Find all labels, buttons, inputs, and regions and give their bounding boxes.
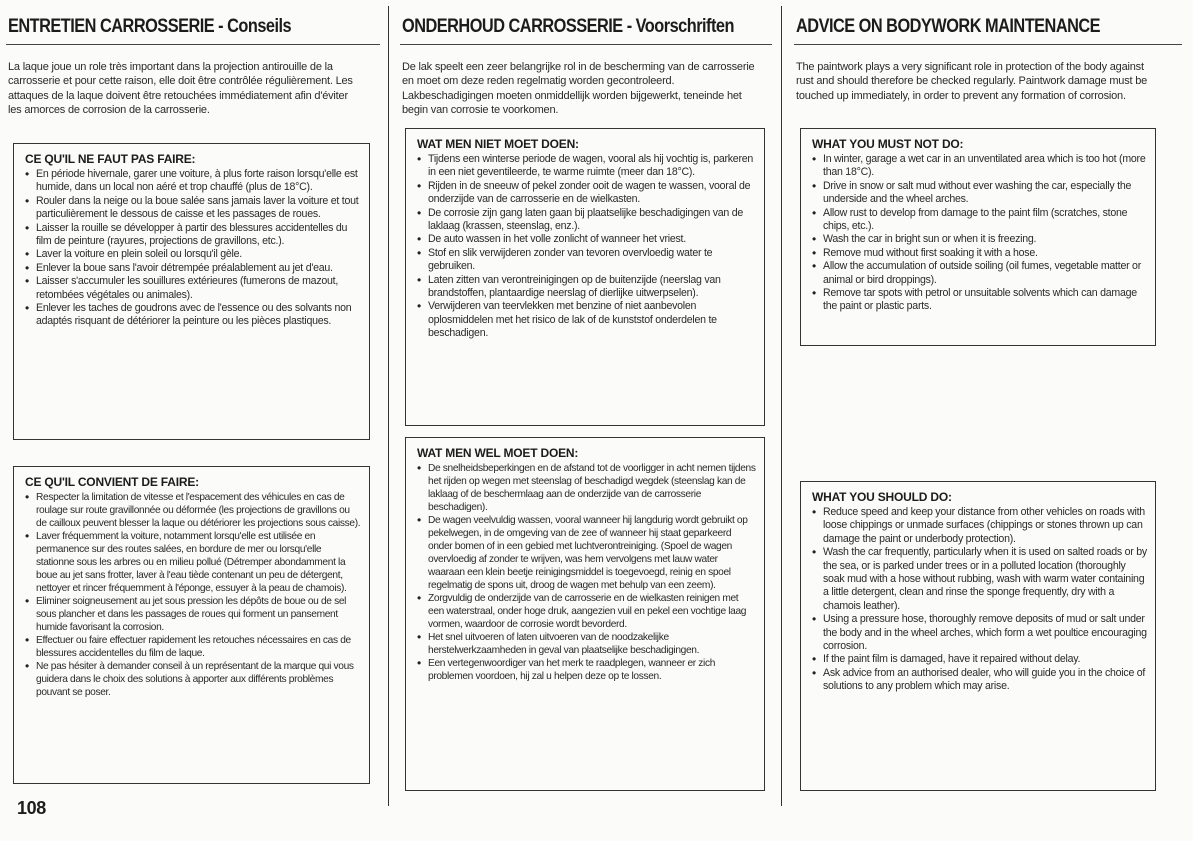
list-item: • Enlever les taches de goudrons avec de l'essence ou des solvants non adaptés risquant de détériorer la peinture ou les pièces plastiques. [25, 302, 361, 329]
do-list [25, 491, 361, 699]
list-item: • Remove tar spots with petrol or unsuitable solvents which can damage the paint or plastic parts. [812, 287, 1147, 314]
column-divider [781, 6, 782, 806]
dont-heading: WHAT YOU MUST NOT DO: [812, 137, 964, 151]
intro-paragraph: De lak speelt een zeer belangrijke rol in de bescherming van de carrosserie en moet om deze reden regelmatig worden gecontroleerd. Lakbeschadigingen moeten onmiddellijk worden bijgewerkt, teneinde het begin van corrosie te voorkomen. [402, 61, 755, 116]
do-list [417, 462, 756, 683]
list-item: • Effectuer ou faire effectuer rapidement les retouches nécessaires en cas de blessures accidentelles du film de laque. [25, 634, 361, 660]
intro-paragraph: La laque joue un role très important dans la projection antirouille de la carrosserie et pour cette raison, elle doit être contrôlée régulièrement. Les attaques de la laque doivent être retouchées immédiatement afin d'éviter les amorces de corrosion de la carrosserie. [8, 61, 353, 116]
list-item: • Laten zitten van verontreinigingen op de buitenzijde (neerslag van brandstoffen, plantaardige neerslag of dierlijke uitwerpselen). [417, 274, 756, 301]
list-item: • If the paint film is damaged, have it repaired without delay. [812, 653, 1147, 666]
list-item: • Stof en slik verwijderen zonder van tevoren overvloedig water te gebruiken. [417, 247, 756, 274]
page-number: 108 [17, 798, 46, 818]
dont-heading: CE QU'IL NE FAUT PAS FAIRE: [25, 152, 196, 166]
dont-box [405, 128, 765, 426]
list-item: • Wash the car in bright sun or when it is freezing. [812, 233, 1147, 246]
dont-list [25, 168, 361, 329]
section-title: ENTRETIEN CARROSSERIE - Conseils [8, 16, 292, 37]
do-box [13, 466, 370, 784]
list-item: • Rouler dans la neige ou la boue salée sans jamais laver la voiture et tout particulièrement le dessous de caisse et les passages de roues. [25, 195, 361, 222]
title-rule [794, 44, 1182, 45]
list-item: • Rijden in de sneeuw of pekel zonder ooit de wagen te wassen, vooral de onderzijde van de carrosserie en de wielkasten. [417, 180, 756, 207]
intro-paragraph: The paintwork plays a very significant role in protection of the body against rust and should therefore be checked regularly. Paintwork damage must be touched up immediately, in order to prevent any formation of corrosion. [796, 61, 1148, 102]
list-item: • Using a pressure hose, thoroughly remove deposits of mud or salt under the body and in the wheel arches, which form a wet poultice encouraging corrosion. [812, 613, 1147, 653]
section-title: ONDERHOUD CARROSSERIE - Voorschriften [402, 16, 734, 37]
list-item: • Enlever la boue sans l'avoir détrempée préalablement au jet d'eau. [25, 262, 361, 275]
list-item: • Laver la voiture en plein soleil ou lorsqu'il gèle. [25, 248, 361, 261]
list-item: • Remove mud without first soaking it with a hose. [812, 247, 1147, 260]
list-item: • De snelheidsbeperkingen en de afstand tot de voorligger in acht nemen tijdens het rijden op wegen met steenslag of beschadigd wegdek (steenslag kan de laklaag of de beschermlaag aan de onderzijde van de carrosserie beschadigen). [417, 462, 756, 514]
list-item: • Zorgvuldig de onderzijde van de carrosserie en de wielkasten reinigen met een waterstraal, onder hoge druk, aangezien vuil en pekel een vochtige laag vormen, waardoor de corrosie wordt bevorderd. [417, 592, 756, 631]
list-item: • Laisser la rouille se développer à partir des blessures accidentelles du film de peinture (rayures, projections de gravillons, etc.). [25, 222, 361, 249]
list-item: • Het snel uitvoeren of laten uitvoeren van de noodzakelijke herstelwerkzaamheden in geval van plaatselijke beschadigingen. [417, 631, 756, 657]
list-item: • Allow rust to develop from damage to the paint film (scratches, stone chips, etc.). [812, 207, 1147, 234]
list-item: • De corrosie zijn gang laten gaan bij plaatselijke beschadigingen van de laklaag (krassen, steenslag, enz.). [417, 207, 756, 234]
list-item: • Wash the car frequently, particularly when it is used on salted roads or by the sea, or is parked under trees or in a polluted location (thoroughly soak mud with a hose without rubbing, wash with warm water containing a little detergent, clean and rinse the sponge frequently, dry with a chamois leather). [812, 546, 1147, 613]
dont-box [13, 143, 370, 440]
list-item: • Reduce speed and keep your distance from other vehicles on roads with loose chippings or unmade surfaces (chippings or stones thrown up can damage the paint or underbody protection). [812, 506, 1147, 546]
do-heading: WAT MEN WEL MOET DOEN: [417, 446, 579, 460]
list-item: • Een vertegenwoordiger van het merk te raadplegen, wanneer er zich problemen voordoen, hij zal u helpen deze op te lossen. [417, 657, 756, 683]
section-title: ADVICE ON BODYWORK MAINTENANCE [796, 16, 1101, 37]
list-item: • In winter, garage a wet car in an unventilated area which is too hot (more than 18°C). [812, 153, 1147, 180]
list-item: • Ne pas hésiter à demander conseil à un représentant de la marque qui vous guidera dans le choix des solutions à apporter aux différents problèmes pouvant se poser. [25, 660, 361, 699]
list-item: • Laver fréquemment la voiture, notamment lorsqu'elle est utilisée en permanence sur des routes salées, en bordure de mer ou lorsqu'elle stationne sous les arbres ou en milieu pollué (Détremper abondamment la boue au jet sans frotter, laver à l'eau tiède contenant un peu de détergent, nettoyer et rincer fréquemment à l'éponge, essuyer à la peau de chamois). [25, 530, 361, 595]
list-item: • Drive in snow or salt mud without ever washing the car, especially the underside and the wheel arches. [812, 180, 1147, 207]
list-item: • Laisser s'accumuler les souillures extérieures (fumerons de mazout, retombées végétales ou animales). [25, 275, 361, 302]
list-item: • Verwijderen van teervlekken met benzine of niet aanbevolen oplosmiddelen met het risico de lak of de kunststof onderdelen te beschadigen. [417, 300, 756, 340]
do-list [812, 506, 1147, 694]
list-item: • En période hivernale, garer une voiture, à plus forte raison lorsqu'elle est humide, dans un local non aéré et trop chauffé (plus de 18°C). [25, 168, 361, 195]
list-item: • Tijdens een winterse periode de wagen, vooral als hij vochtig is, parkeren in een niet geventileerde, te warme ruimte (meer dan 18°C). [417, 153, 756, 180]
dont-list [812, 153, 1147, 314]
list-item: • Eliminer soigneusement au jet sous pression les dépôts de boue ou de sel sous plancher et dans les passages de roues qui forment un pansement humide favorisant la corrosion. [25, 595, 361, 634]
do-box [800, 481, 1156, 791]
list-item: • Respecter la limitation de vitesse et l'espacement des véhicules en cas de roulage sur route gravillonnée ou déformée (les projections de gravillons ou de cailloux peuvent blesser la laque ou détériorer les projections sous caisse). [25, 491, 361, 530]
list-item: • De auto wassen in het volle zonlicht of wanneer het vriest. [417, 233, 756, 246]
list-item: • De wagen veelvuldig wassen, vooral wanneer hij langdurig wordt gebruikt op pekelwegen, in de omgeving van de zee of wanneer hij staat geparkeerd onder bomen of in een gebied met luchtverontreiniging. (Spoel de wagen overvloedig af zonder te wrijven, was hem vervolgens met lauw water waaraan een klein beetje reinigingsmiddel is toegevoegd, reinig en spoel regelmatig de spons uit, droog de wagen met behulp van een zeem). [417, 514, 756, 592]
list-item: • Ask advice from an authorised dealer, who will guide you in the choice of solutions to any problem which may arise. [812, 667, 1147, 694]
do-heading: CE QU'IL CONVIENT DE FAIRE: [25, 475, 199, 489]
column-divider [388, 6, 389, 806]
dont-list [417, 153, 756, 341]
list-item: • Allow the accumulation of outside soiling (oil fumes, vegetable matter or animal or bird droppings). [812, 260, 1147, 287]
dont-box [800, 128, 1156, 346]
title-rule [400, 44, 772, 45]
dont-heading: WAT MEN NIET MOET DOEN: [417, 137, 579, 151]
title-rule [6, 44, 380, 45]
do-box [405, 437, 765, 791]
do-heading: WHAT YOU SHOULD DO: [812, 490, 952, 504]
